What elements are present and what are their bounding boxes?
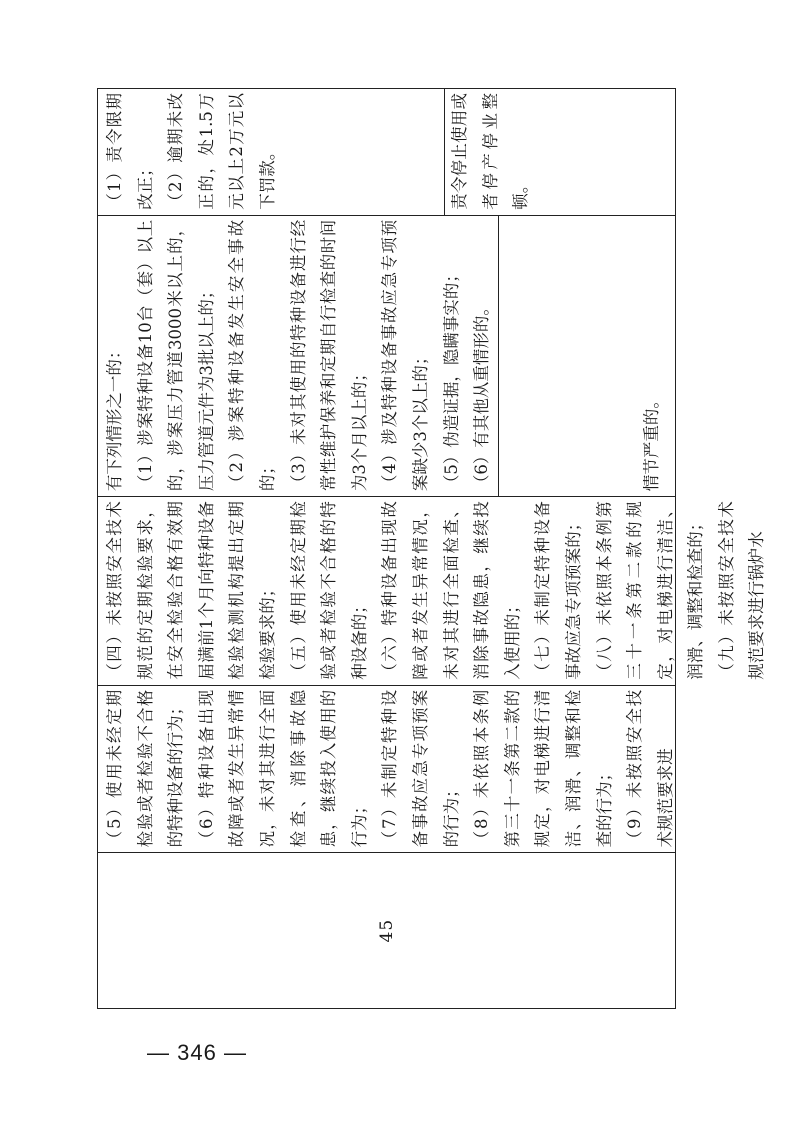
circumstance-column (98, 215, 675, 496)
legal-provision-text (98, 497, 773, 685)
condition-item: （2）涉案特种设备发生安全事故的； (227, 219, 277, 492)
clause-item: （6）特种设备出现故障或者发生异常情况，未对其进行全面检查、消除事故隐患，继续投入使用的行为； (196, 689, 369, 848)
condition-item: （3）未对其使用的特种设备进行经常性维护保养和定期自行检查的时间为3个月以上的； (288, 219, 369, 492)
clause-item: （8）未依照本条例第三十一条第二款的规定，对电梯进行清洁、润滑、调整和检查的行为； (472, 689, 614, 848)
serious-circumstance-text: 情节严重的。 (641, 392, 661, 492)
condition-item: 有下列情形之一的： (105, 342, 124, 492)
severe-penalty-text (98, 89, 284, 215)
penalty-item: （1）责令限期改正； (105, 93, 155, 210)
serious-circumstance-cell (499, 216, 675, 496)
severe-circumstance-text (98, 216, 498, 496)
serious-penalty-cell (445, 89, 675, 215)
condition-item: （6）有其他从重情形的。 (472, 299, 492, 492)
clause-item: （7）未制定特种设备事故应急专项预案的行为； (380, 689, 461, 848)
provision-item: （六）特种设备出现故障或者发生异常情况，未对其进行全面检查、消除事故隐患，继续投入使用的； (380, 501, 522, 680)
provision-item: （八）未依照本条例第三十一条第二款的规定，对电梯进行清洁、润滑、调整和检查的； (594, 501, 706, 680)
penalty-item: （2）逾期未改正的，处1.5万元以上2万元以下罚款。 (166, 93, 277, 210)
severe-penalty-cell (98, 89, 445, 215)
provision-item: （五）使用未经定期检验或者检验不合格的特种设备的； (288, 501, 369, 680)
legal-provision-cell (98, 496, 767, 685)
provision-item: （七）未制定特种设备事故应急专项预案的； (533, 501, 583, 680)
condition-item: （1）涉案特种设备10台（套）以上的，涉案压力管道3000米以上的，压力管道元件为3批以上的； (135, 219, 216, 492)
violation-clause-cell (98, 685, 675, 853)
provision-item: （九）未按照安全技术规范要求进行锅炉水 (716, 501, 767, 680)
provision-item: （四）未按照安全技术规范的定期检验要求，在安全检验合格有效期届满前1个月向特种设备检验检测机构提出定期检验要求的； (105, 501, 277, 680)
condition-item: （4）涉及特种设备事故应急专项预案缺少3个以上的； (380, 219, 430, 492)
serious-penalty-text: 责令停止使用或者停产停业整顿。 (450, 93, 531, 210)
penalty-column (98, 89, 675, 215)
clause-item: （9）未按照安全技术规范要求进 (625, 689, 675, 848)
condition-item: （5）伪造证据，隐瞒事实的； (441, 266, 461, 492)
serial-number: 45 (376, 918, 397, 943)
penalty-standard-table (97, 88, 767, 1009)
serial-number-cell (98, 852, 675, 1008)
page-number: — 346 — (147, 1040, 247, 1065)
clause-item: （5）使用未经定期检验或者检验不合格的特种设备的行为； (105, 689, 186, 848)
severe-circumstance-cell (98, 216, 499, 496)
violation-clause-text (98, 686, 681, 853)
